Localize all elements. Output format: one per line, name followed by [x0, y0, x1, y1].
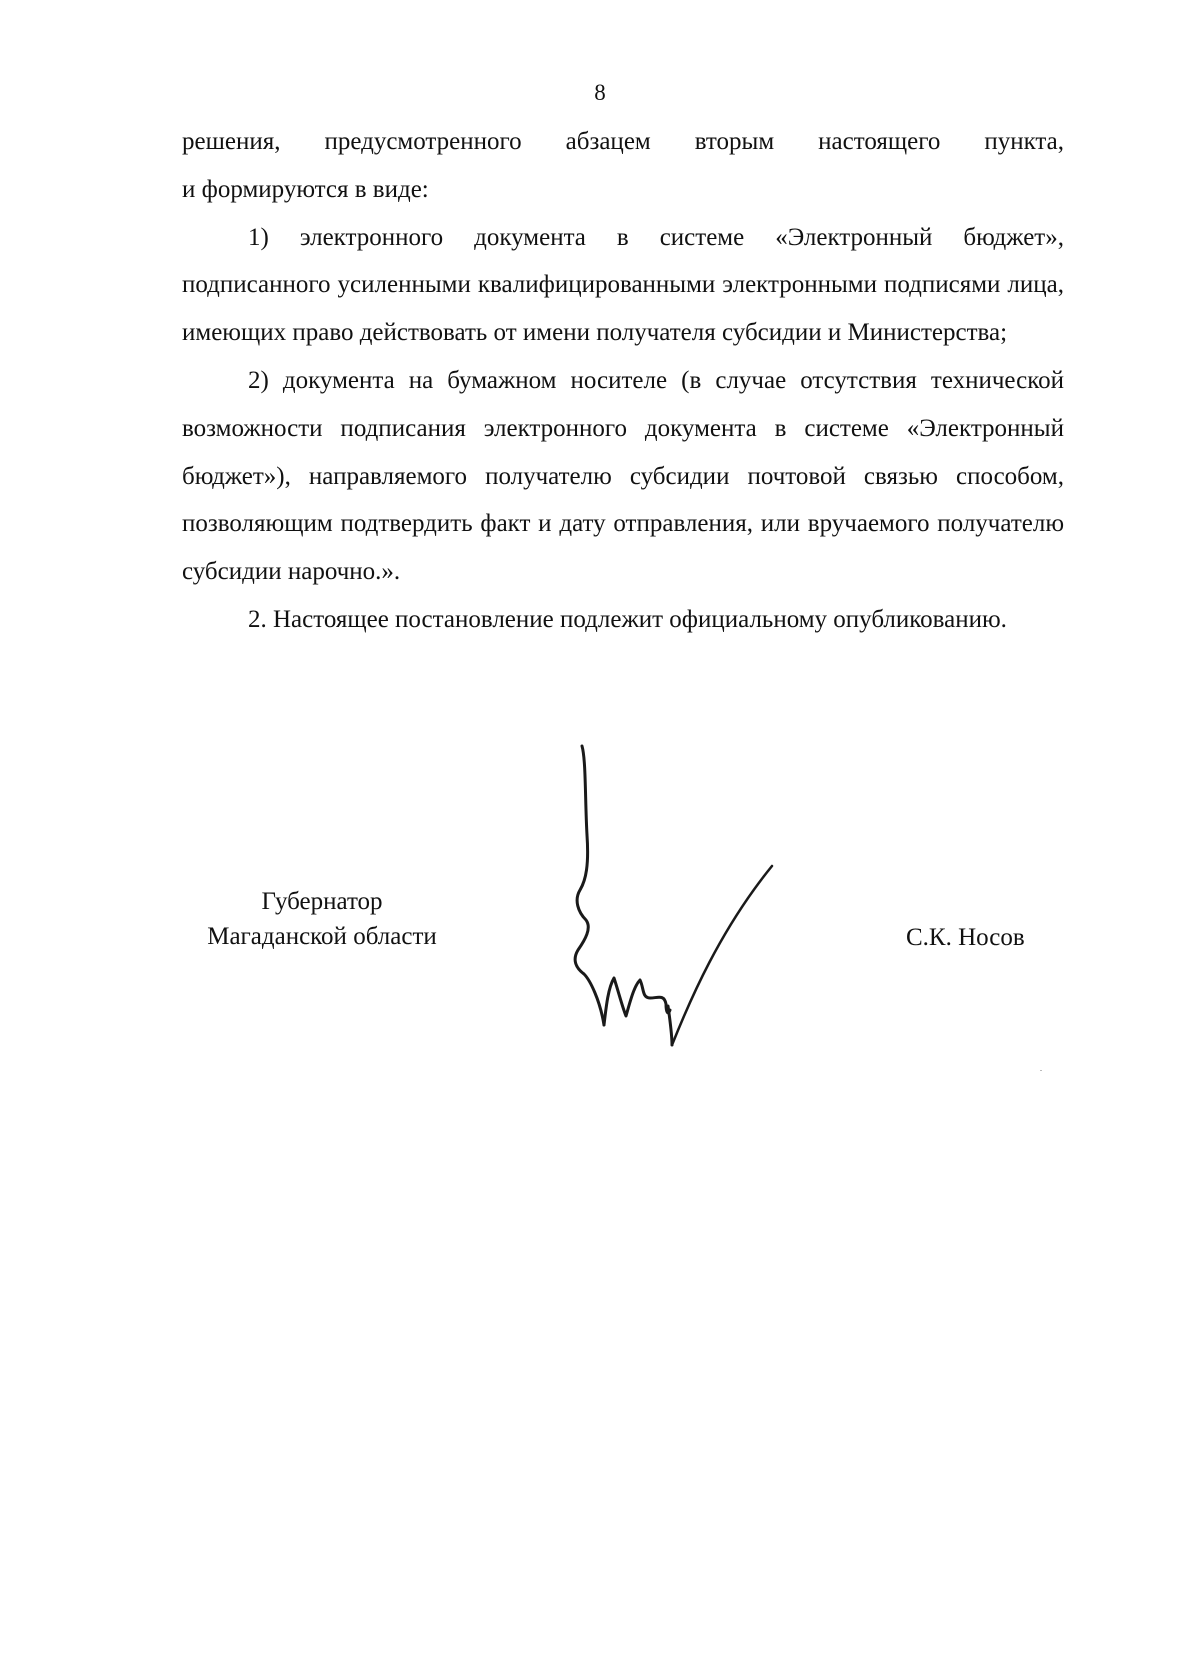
handwritten-signature	[560, 740, 810, 1050]
paragraph-continuation-line1: решения, предусмотренного абзацем вторым настоящего пункта,	[182, 128, 1064, 155]
paragraph-continuation-line2: и формируются в виде:	[182, 175, 429, 203]
signer-position	[172, 884, 472, 954]
paragraph-item-2: 2) документа на бумажном носителе (в случае отсутствия технической возможности подписания электронного документа в системе «Электронный бюджет»), направляемого получателю субсидии почтовой связью способом, позволяющим подтвердить факт и дату отправления, или вручаемого получателю субсидии нарочно.».	[182, 366, 1064, 586]
paragraph-publication: 2. Настоящее постановление подлежит официальному опубликованию.	[248, 605, 1007, 633]
paragraph-item-1: 1) электронного документа в системе «Электронный бюджет», подписанного усиленными квалифицированными электронными подписями лица, имеющих право действовать от имени получателя субсидии и Министерства;	[182, 223, 1064, 347]
signer-position-line1: Губернатор	[261, 888, 383, 915]
scan-speck	[1040, 1070, 1042, 1071]
signer-position-line2: Магаданской области	[207, 923, 437, 950]
signer-name: С.К. Носов	[906, 924, 1025, 951]
page-number: 8	[594, 80, 606, 105]
